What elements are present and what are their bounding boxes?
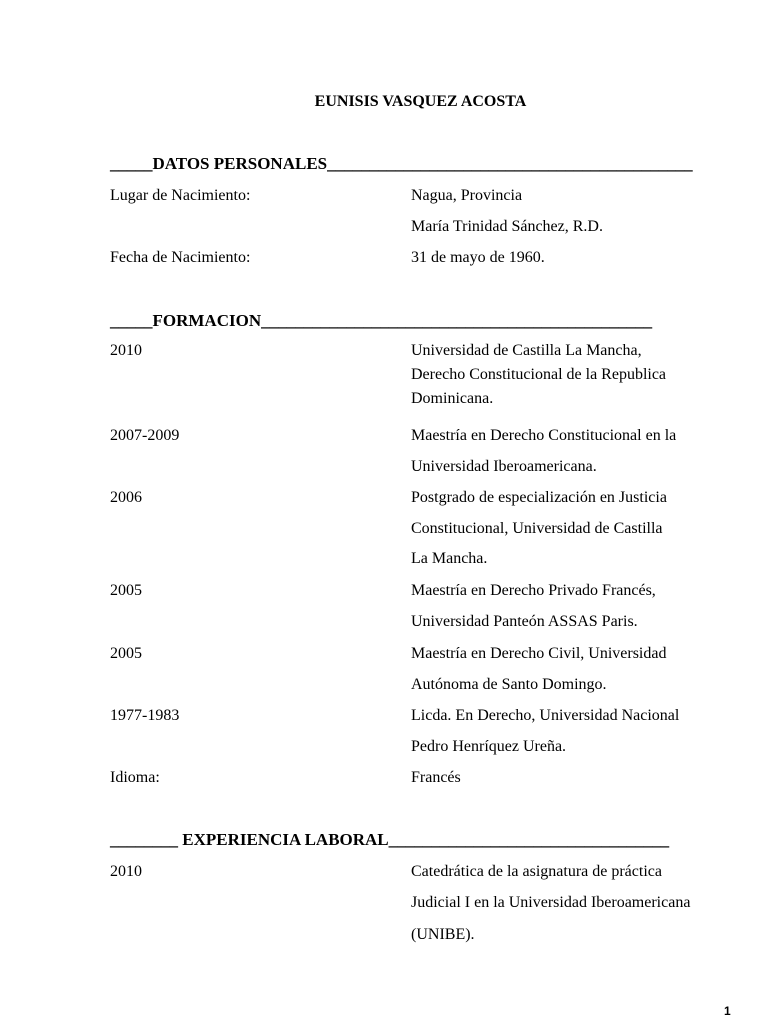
birthplace-value-line: Nagua, Provincia	[411, 187, 523, 204]
section-heading-personal: _____DATOS PERSONALES___________________________________________	[110, 154, 693, 173]
education-detail-line: Derecho Constitucional de la Republica	[411, 366, 667, 383]
birthdate-label: Fecha de Nacimiento:	[110, 249, 251, 266]
experience-detail-line: Catedrática de la asignatura de práctica	[411, 863, 662, 880]
section-heading-education: _____FORMACION______________________________________________	[110, 311, 653, 330]
language-value: Francés	[411, 769, 461, 786]
education-year: 1977-1983	[110, 707, 180, 724]
cv-name-title: EUNISIS VASQUEZ ACOSTA	[314, 93, 527, 110]
education-detail-line: Maestría en Derecho Civil, Universidad	[411, 645, 667, 662]
education-year: 2006	[110, 489, 142, 506]
education-year: 2007-2009	[110, 427, 180, 444]
education-detail-line: Maestría en Derecho Constitucional en la	[411, 427, 677, 444]
education-detail-line: Dominicana.	[411, 390, 494, 407]
education-detail-line: Universidad de Castilla La Mancha,	[411, 342, 642, 359]
birthdate-value: 31 de mayo de 1960.	[411, 249, 545, 266]
education-year: 2005	[110, 582, 142, 599]
education-detail-line: Constitucional, Universidad de Castilla	[411, 520, 663, 537]
education-detail-line: Licda. En Derecho, Universidad Nacional	[411, 707, 680, 724]
birthplace-value-line: María Trinidad Sánchez, R.D.	[411, 218, 603, 235]
education-detail-line: Postgrado de especialización en Justicia	[411, 489, 667, 506]
education-year: 2010	[110, 342, 142, 359]
education-detail-line: Pedro Henríquez Ureña.	[411, 738, 567, 755]
language-label: Idioma:	[110, 769, 160, 786]
education-detail-line: La Mancha.	[411, 550, 488, 567]
experience-year: 2010	[110, 863, 142, 880]
section-heading-experience: ________ EXPERIENCIA LABORAL_________________________________	[110, 830, 670, 849]
education-detail-line: Universidad Panteón ASSAS Paris.	[411, 613, 638, 630]
education-year: 2005	[110, 645, 142, 662]
page-number: 1	[724, 1004, 731, 1018]
education-detail-line: Autónoma de Santo Domingo.	[411, 676, 607, 693]
experience-detail-line: Judicial I en la Universidad Iberoamericana	[411, 894, 691, 911]
birthplace-label: Lugar de Nacimiento:	[110, 187, 251, 204]
experience-detail-line: (UNIBE).	[411, 926, 475, 943]
education-detail-line: Universidad Iberoamericana.	[411, 458, 597, 475]
education-detail-line: Maestría en Derecho Privado Francés,	[411, 582, 656, 599]
